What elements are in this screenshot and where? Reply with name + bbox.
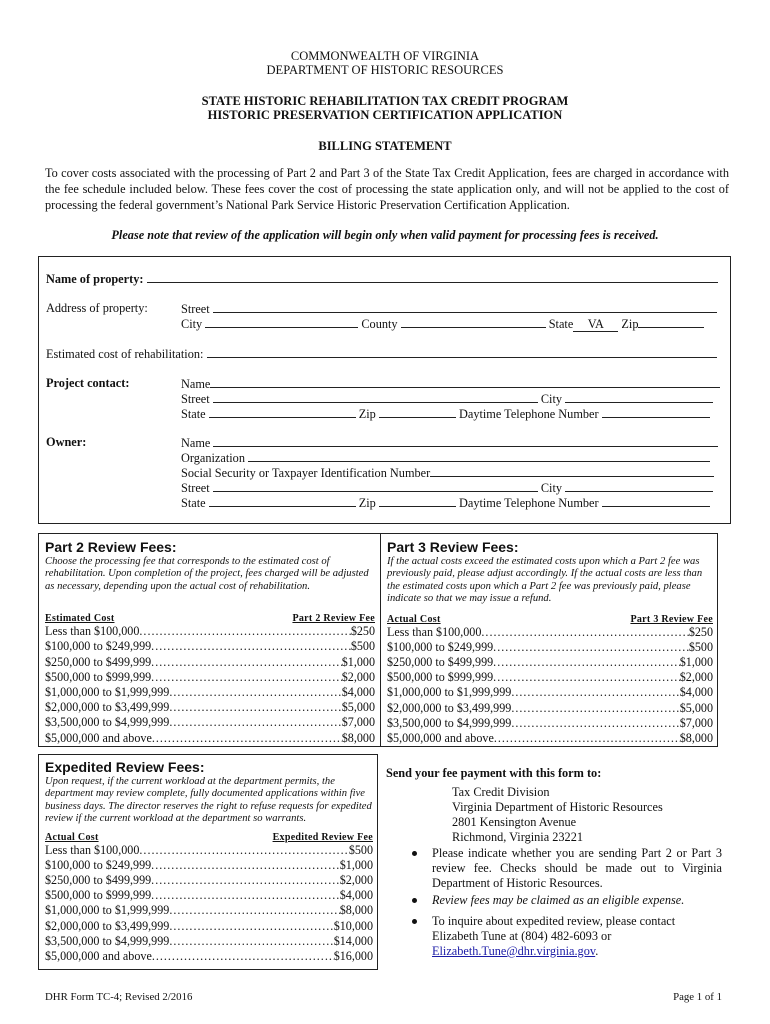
owner-zip-label: Zip	[358, 496, 376, 510]
fee-range: $500,000 to $999,999	[387, 670, 494, 685]
part3-title: Part 3 Review Fees:	[387, 539, 519, 555]
expedited-fees-box	[38, 754, 378, 970]
part2-col-fee: Part 2 Review Fee	[292, 613, 375, 625]
fee-range: $1,000,000 to $1,999,999	[387, 685, 512, 700]
fee-range: $5,000,000 and above	[45, 730, 152, 745]
expedited-col-fee: Expedited Review Fee	[272, 831, 373, 843]
form-number: DHR Form TC-4; Revised 2/2016	[45, 991, 193, 1003]
part3-table-header	[387, 614, 713, 625]
property-zip-field[interactable]	[638, 316, 704, 328]
fee-amount: $250	[688, 624, 713, 639]
address-of-property-label: Address of property:	[46, 301, 148, 315]
fee-range: Less than $100,000	[45, 624, 140, 639]
bullet-expedited-contact-text: To inquire about expedited review, please contact Elizabeth Tune at (804) 482-6093 or	[432, 914, 676, 943]
property-county-field[interactable]	[401, 316, 546, 328]
leader-dots	[169, 903, 339, 918]
owner-name-label: Name	[181, 436, 211, 450]
leader-dots	[152, 731, 342, 746]
fee-row	[45, 685, 375, 700]
page-number: Page 1 of 1	[673, 991, 722, 1003]
header-agency	[0, 49, 770, 77]
owner-phone-field[interactable]	[602, 495, 710, 507]
contact-street-field[interactable]	[213, 391, 538, 403]
fee-amount: $8,000	[341, 730, 375, 745]
leader-dots	[151, 655, 342, 670]
fee-range: Less than $100,000	[45, 842, 140, 857]
leader-dots	[151, 873, 340, 888]
address-line4: Richmond, Virginia 23221	[452, 830, 583, 844]
leader-dots	[151, 670, 342, 685]
header-program1: STATE HISTORIC REHABILITATION TAX CREDIT PROGRAM	[201, 94, 569, 108]
leader-dots	[493, 670, 680, 685]
fee-amount: $7,000	[679, 715, 713, 730]
property-form-box	[38, 256, 731, 524]
leader-dots	[511, 701, 679, 716]
fee-range: $3,500,000 to $4,999,999	[45, 715, 170, 730]
fee-amount: $500	[348, 842, 373, 857]
owner-city-label: City	[540, 481, 563, 495]
fee-range: $1,000,000 to $1,999,999	[45, 903, 170, 918]
expedited-table	[45, 843, 373, 965]
owner-street-label: Street	[181, 481, 210, 495]
leader-dots	[151, 639, 351, 654]
leader-dots	[169, 919, 333, 934]
bullet-icon	[412, 851, 417, 856]
property-state-value: VA	[587, 317, 604, 331]
header-program2: HISTORIC PRESERVATION CERTIFICATION APPLICATION	[207, 108, 563, 122]
fee-row	[387, 716, 713, 731]
leader-dots	[493, 640, 689, 655]
contact-state-label: State	[181, 407, 206, 421]
contact-email-link[interactable]: Elizabeth.Tune@dhr.virginia.gov	[432, 944, 596, 958]
page-title: BILLING STATEMENT	[318, 139, 452, 153]
expedited-col-cost: Actual Cost	[45, 831, 99, 843]
fee-amount: $10,000	[333, 918, 373, 933]
bullet-icon	[412, 898, 417, 903]
leader-dots	[151, 888, 340, 903]
fee-range: $500,000 to $999,999	[45, 888, 152, 903]
fee-row	[387, 701, 713, 716]
fee-row	[387, 731, 713, 746]
fee-amount: $2,000	[679, 670, 713, 685]
fee-row	[45, 731, 375, 746]
bullet-icon	[412, 919, 417, 924]
intro-paragraph: To cover costs associated with the processing of Part 2 and Part 3 of the State Tax Credit Application, fees are charged in accordance with the fee schedule included below. These fees cover the cost of processing the state application only, and will not be applied to the cost of processing the federal government’s National Park Service Historic Preservation Certification Application.	[45, 166, 729, 212]
fee-row	[45, 843, 373, 858]
address-line2: Virginia Department of Historic Resources	[452, 800, 663, 814]
address-line3: 2801 Kensington Avenue	[452, 815, 577, 829]
fee-amount: $4,000	[341, 685, 375, 700]
fee-amount: $4,000	[679, 685, 713, 700]
fee-row	[387, 655, 713, 670]
fee-amount: $4,000	[339, 888, 373, 903]
owner-state-label: State	[181, 496, 206, 510]
fee-amount: $8,000	[339, 903, 373, 918]
mailing-address	[452, 785, 663, 845]
fee-row	[45, 700, 375, 715]
part3-col-cost: Actual Cost	[387, 613, 441, 625]
property-state-label: State	[548, 317, 574, 331]
part3-section	[387, 539, 713, 746]
review-fees-box	[38, 533, 718, 747]
fee-row	[45, 934, 373, 949]
expedited-description: Upon request, if the current workload at the department permits, the department may review complete, fully documented applications within five business days. The director reserves the right to refuse requests for expedited review if the current workload at the department so warrants.	[45, 776, 372, 825]
fee-range: $250,000 to $499,999	[45, 654, 152, 669]
bullet-review-fee	[432, 846, 722, 891]
fee-amount: $5,000	[679, 700, 713, 715]
fee-range: $500,000 to $999,999	[45, 669, 152, 684]
part2-description: Choose the processing fee that corresponds to the estimated cost of rehabilitation. Upon completion of the project, fees charged will be adjusted as necessary, depending upon the actual cost of rehabilitation.	[45, 556, 369, 592]
owner-label: Owner:	[46, 435, 87, 449]
part3-table	[387, 625, 713, 747]
fee-row	[387, 640, 713, 655]
bullet-review-fee-text: Please indicate whether you are sending Part 2 or Part 3 review fee. Checks should be made out to Virginia Department of Historic Resources.	[432, 846, 722, 890]
contact-city-field[interactable]	[565, 391, 713, 403]
part3-description: If the actual costs exceed the estimated costs upon which a Part 2 fee was previously paid, please adjust accordingly. If the actual costs are less than the estimated costs upon which a Part 2 fee was previously paid, please indicate so that we may issue a refund.	[387, 556, 703, 605]
leader-dots	[493, 655, 680, 670]
fee-amount: $1,000	[679, 655, 713, 670]
fee-row	[45, 624, 375, 639]
owner-ssn-label: Social Security or Taxpayer Identification Number	[181, 466, 431, 480]
bullet-eligible-expense-text: Review fees may be claimed as an eligible expense.	[432, 893, 685, 907]
fee-amount: $2,000	[341, 669, 375, 684]
fee-amount: $1,000	[341, 654, 375, 669]
header-program	[0, 94, 770, 122]
fee-range: $3,500,000 to $4,999,999	[45, 933, 170, 948]
fee-row	[45, 919, 373, 934]
part2-title: Part 2 Review Fees:	[45, 539, 177, 555]
project-contact-label: Project contact:	[46, 376, 130, 390]
fee-row	[45, 888, 373, 903]
owner-ssn-field[interactable]	[430, 465, 714, 477]
fee-amount: $500	[350, 639, 375, 654]
leader-dots	[511, 685, 679, 700]
fee-range: $2,000,000 to $3,499,999	[45, 700, 170, 715]
part2-table-header	[45, 613, 375, 624]
fee-amount: $16,000	[333, 949, 373, 964]
fee-range: $250,000 to $499,999	[387, 655, 494, 670]
payment-note: Please note that review of the application will begin only when valid payment for processing fees is received.	[111, 228, 659, 242]
header-line1: COMMONWEALTH OF VIRGINIA	[290, 49, 480, 63]
fee-range: $100,000 to $249,999	[387, 639, 494, 654]
fee-row	[387, 685, 713, 700]
leader-dots	[152, 949, 334, 964]
fee-amount: $1,000	[339, 857, 373, 872]
estimated-cost-field[interactable]	[207, 346, 717, 358]
fee-row	[45, 655, 375, 670]
name-of-property-field[interactable]	[147, 271, 718, 283]
fee-row	[387, 625, 713, 640]
part2-table	[45, 624, 375, 746]
fee-range: $100,000 to $249,999	[45, 639, 152, 654]
property-city-label: City	[181, 317, 203, 331]
bullet-expedited-contact	[432, 914, 692, 959]
leader-dots	[139, 843, 348, 858]
bullet-eligible-expense	[432, 893, 722, 908]
fee-row	[45, 715, 375, 730]
fee-range: $2,000,000 to $3,499,999	[387, 700, 512, 715]
address-line1: Tax Credit Division	[452, 785, 550, 799]
property-city-field[interactable]	[205, 316, 358, 328]
owner-phone-label: Daytime Telephone Number	[458, 496, 599, 510]
owner-city-field[interactable]	[565, 480, 713, 492]
leader-dots	[481, 625, 688, 640]
fee-amount: $250	[350, 624, 375, 639]
leader-dots	[169, 700, 341, 715]
name-of-property-label: Name of property:	[46, 272, 144, 286]
estimated-cost-label: Estimated cost of rehabilitation:	[46, 347, 204, 361]
contact-street-label: Street	[181, 392, 210, 406]
contact-phone-label: Daytime Telephone Number	[458, 407, 599, 421]
fees-divider	[380, 534, 381, 746]
expedited-section	[45, 759, 373, 964]
part3-col-fee: Part 3 Review Fee	[630, 613, 713, 625]
leader-dots	[169, 715, 341, 730]
owner-name-field[interactable]	[213, 435, 718, 447]
owner-zip-field[interactable]	[379, 495, 456, 507]
fee-range: $5,000,000 and above	[387, 731, 494, 746]
fee-amount: $14,000	[333, 933, 373, 948]
fee-range: $5,000,000 and above	[45, 949, 152, 964]
property-county-label: County	[361, 317, 398, 331]
fee-amount: $500	[688, 639, 713, 654]
contact-zip-label: Zip	[358, 407, 376, 421]
leader-dots	[494, 731, 680, 746]
leader-dots	[151, 858, 340, 873]
fee-row	[45, 670, 375, 685]
leader-dots	[169, 685, 341, 700]
fee-range: $100,000 to $249,999	[45, 857, 152, 872]
send-payment-heading: Send your fee payment with this form to:	[386, 766, 602, 780]
part2-col-cost: Estimated Cost	[45, 613, 115, 625]
fee-row	[45, 639, 375, 654]
contact-city-label: City	[540, 392, 563, 406]
fee-row	[45, 949, 373, 964]
leader-dots	[169, 934, 333, 949]
owner-organization-field[interactable]	[248, 450, 710, 462]
fee-range: $250,000 to $499,999	[45, 873, 152, 888]
fee-range: Less than $100,000	[387, 624, 482, 639]
property-zip-label: Zip	[621, 317, 639, 331]
property-street-field[interactable]	[213, 301, 717, 313]
contact-name-field[interactable]	[210, 376, 720, 388]
fee-amount: $8,000	[679, 731, 713, 746]
fee-row	[45, 858, 373, 873]
fee-row	[45, 873, 373, 888]
contact-zip-field[interactable]	[379, 406, 456, 418]
contact-phone-field[interactable]	[602, 406, 710, 418]
fee-amount: $7,000	[341, 715, 375, 730]
fee-range: $2,000,000 to $3,499,999	[45, 918, 170, 933]
property-state-field[interactable]	[573, 317, 618, 332]
fee-row	[387, 670, 713, 685]
leader-dots	[511, 716, 679, 731]
header-line2: DEPARTMENT OF HISTORIC RESOURCES	[266, 63, 504, 77]
fee-range: $3,500,000 to $4,999,999	[387, 715, 512, 730]
leader-dots	[139, 624, 350, 639]
owner-state-field[interactable]	[209, 495, 356, 507]
owner-street-field[interactable]	[213, 480, 538, 492]
fee-amount: $5,000	[341, 700, 375, 715]
fee-amount: $2,000	[339, 873, 373, 888]
fee-range: $1,000,000 to $1,999,999	[45, 685, 170, 700]
expedited-table-header	[45, 832, 373, 843]
contact-name-label: Name	[181, 377, 211, 391]
fee-row	[45, 903, 373, 918]
owner-organization-label: Organization	[181, 451, 245, 465]
part2-section	[45, 539, 375, 746]
property-street-label: Street	[181, 302, 210, 316]
contact-email-suffix: .	[595, 944, 599, 958]
contact-state-field[interactable]	[209, 406, 356, 418]
expedited-title: Expedited Review Fees:	[45, 759, 205, 775]
